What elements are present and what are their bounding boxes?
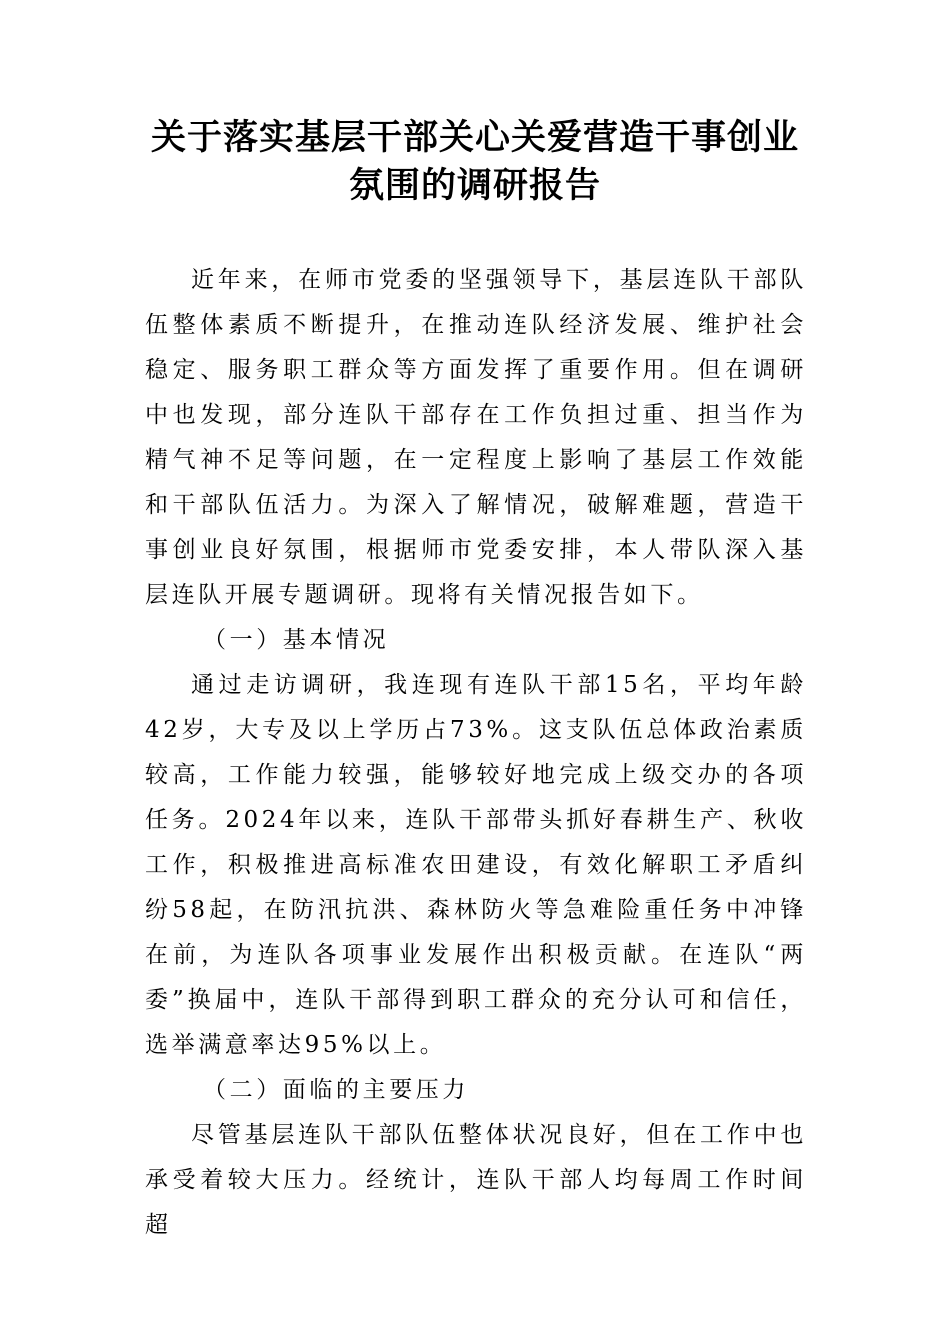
section-heading-pressure: （二）面临的主要压力: [203, 1077, 469, 1103]
title-line-2: 氛围的调研报告: [348, 165, 601, 206]
section-heading-basic: （一）基本情况: [203, 627, 390, 653]
document-body: [145, 258, 807, 1248]
basic-situation-paragraph: 通过走访调研，我连现有连队干部15名，平均年龄42岁，大专及以上学历占73%。这支队伍总体政治素质较高，工作能力较强，能够较好地完成上级交办的各项任务。2024年以来，连队干部带头抓好春耕生产、秋收工作，积极推进高标准农田建设，有效化解职工矛盾纠纷58起，在防汛抗洪、森林防火等急难险重任务中冲锋在前，为连队各项事业发展作出积极贡献。在连队“两委”换届中，连队干部得到职工群众的充分认可和信任，选举满意率达95%以上。: [145, 672, 807, 1058]
intro-paragraph: 近年来，在师市党委的坚强领导下，基层连队干部队伍整体素质不断提升，在推动连队经济发展、维护社会稳定、服务职工群众等方面发挥了重要作用。但在调研中也发现，部分连队干部存在工作负担过重、担当作为精气神不足等问题，在一定程度上影响了基层工作效能和干部队伍活力。为深入了解情况，破解难题，营造干事创业良好氛围，根据师市党委安排，本人带队深入基层连队开展专题调研。现将有关情况报告如下。: [145, 267, 807, 608]
title-line-1: 关于落实基层干部关心关爱营造干事创业: [150, 117, 799, 158]
document-title: [140, 114, 810, 210]
pressure-paragraph: 尽管基层连队干部队伍整体状况良好，但在工作中也承受着较大压力。经统计，连队干部人均每周工作时间超: [145, 1122, 807, 1238]
